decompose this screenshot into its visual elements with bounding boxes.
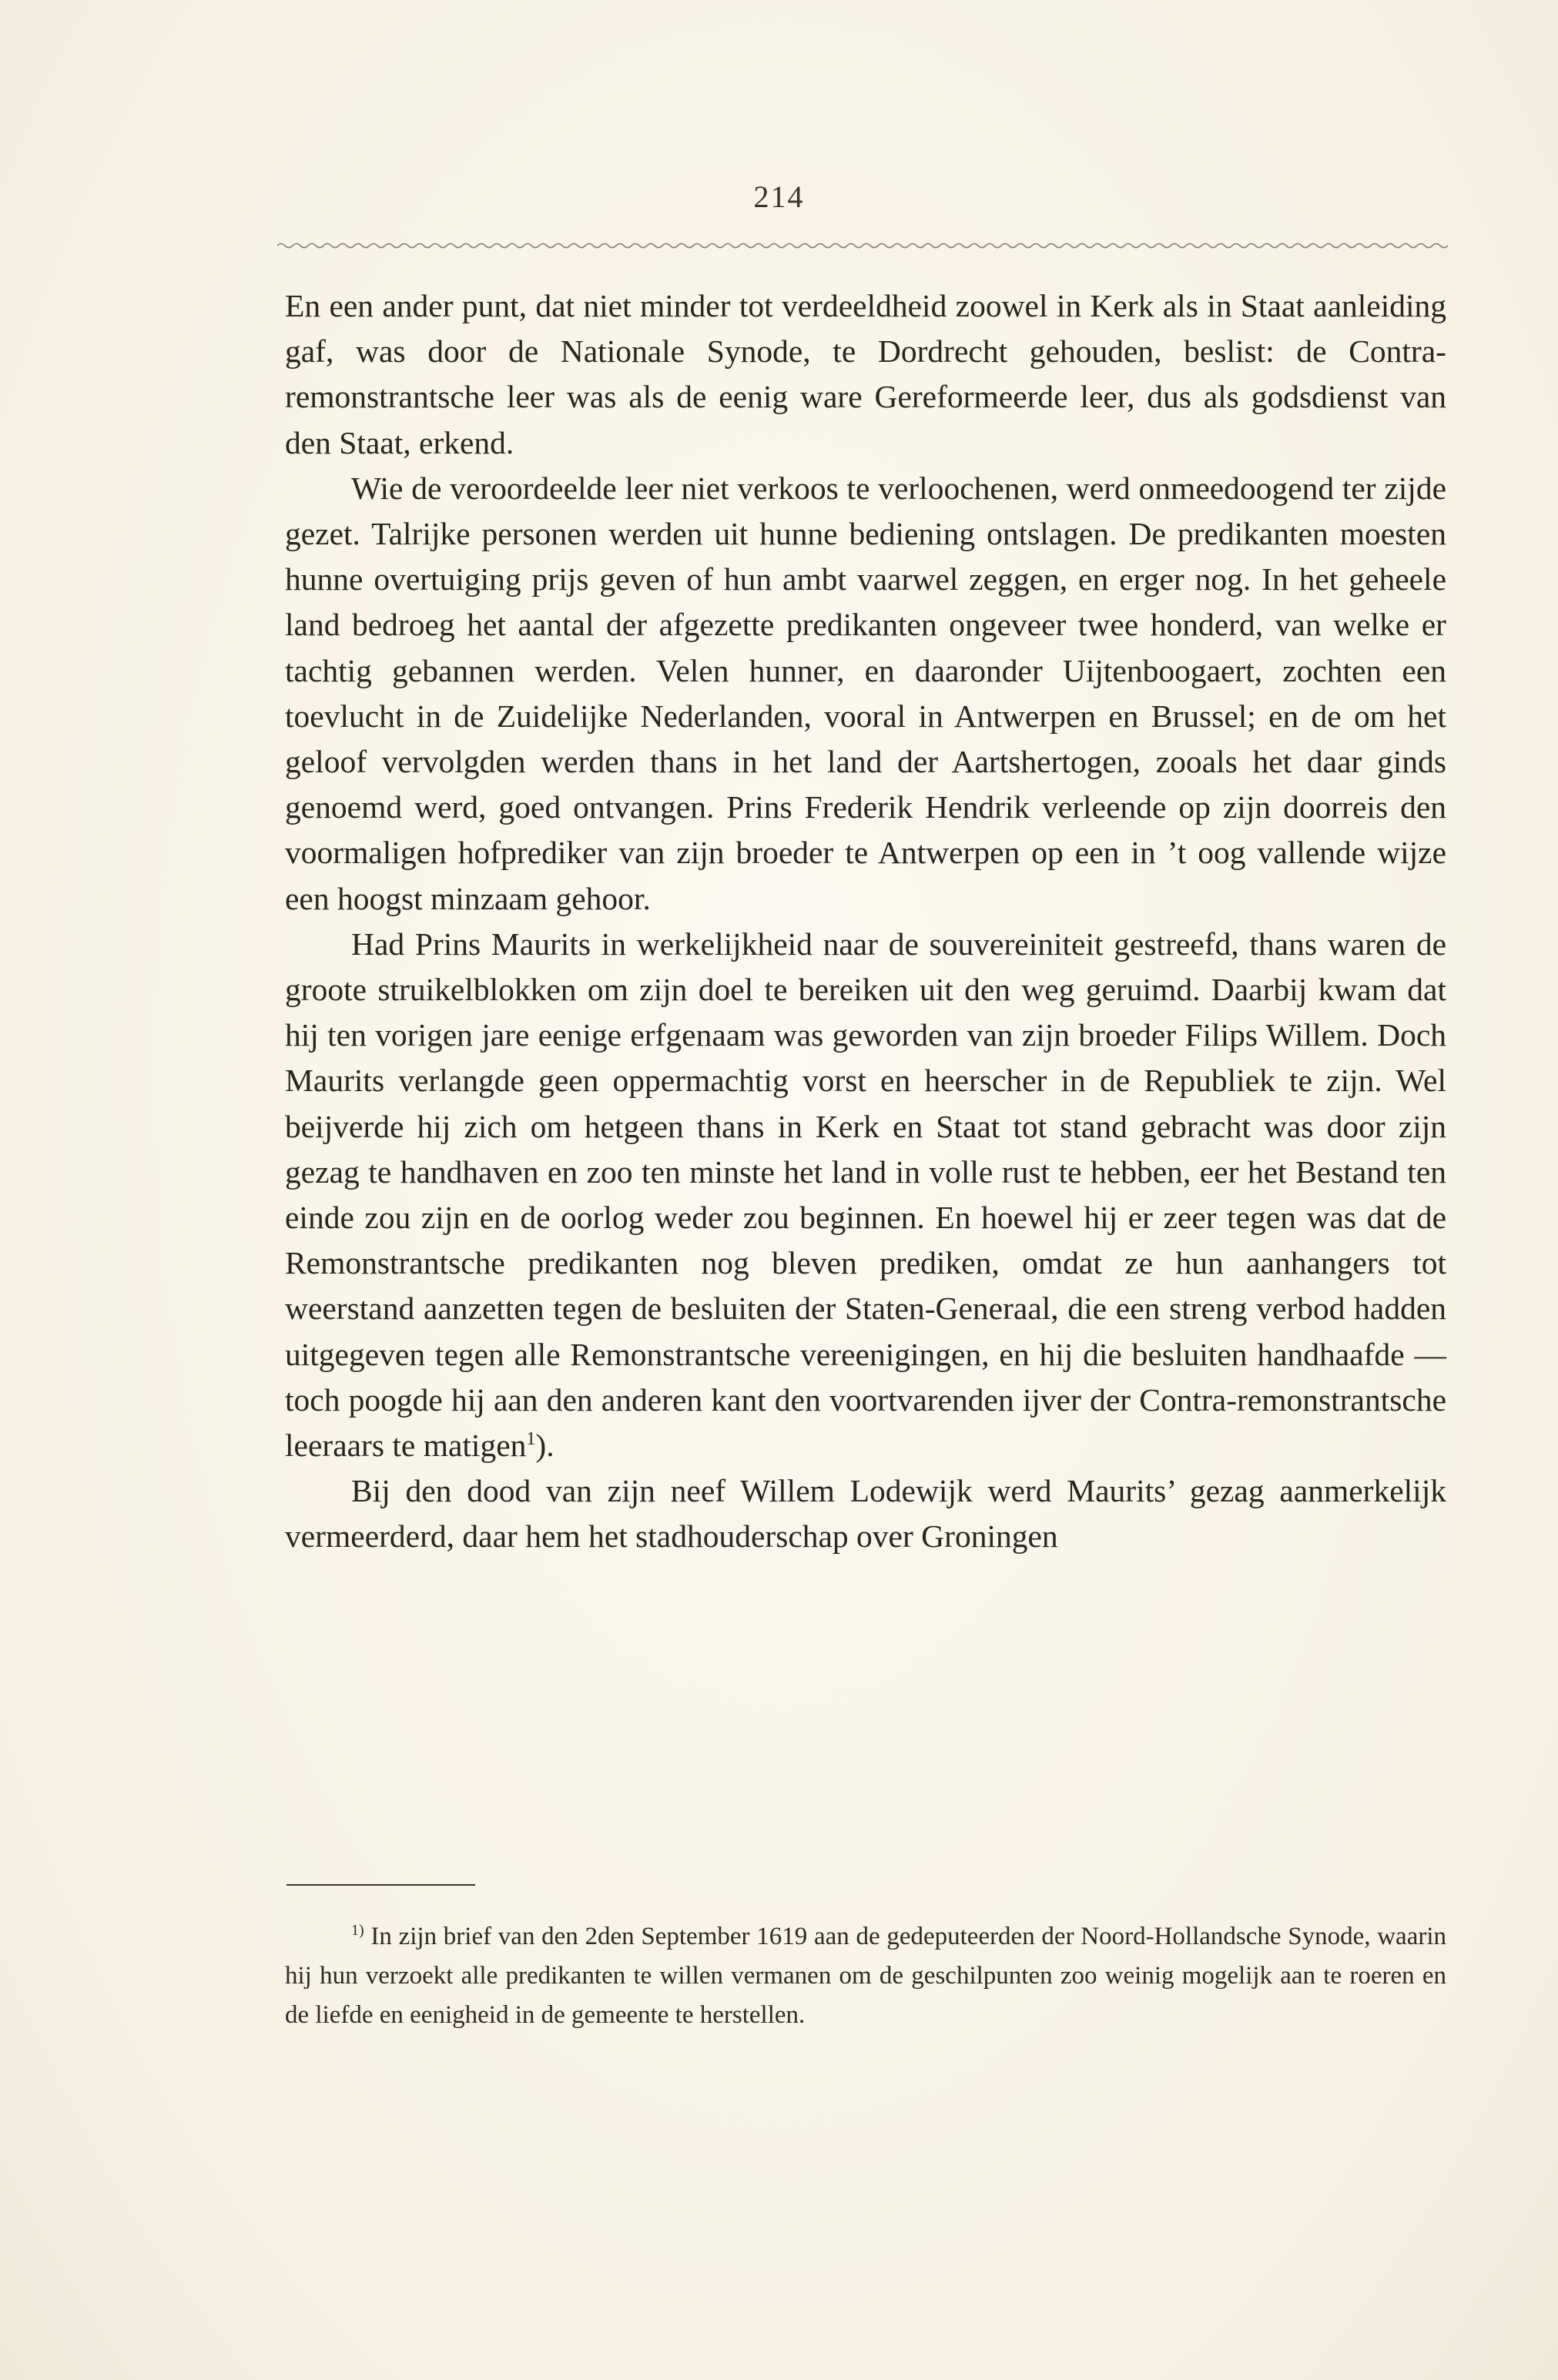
footnote-text: In zijn brief van den 2den September 1619 aan de gedeputeerden der Noord-Hollandsche Synode, waarin hij hun verzoekt alle predikanten te willen vermanen om de geschilpunten zoo weinig mogelijk aan te roeren en de liefde en eenigheid in de gemeente te herstellen. bbox=[285, 1923, 1446, 2029]
footnote-marker-paren: ) bbox=[359, 1922, 364, 1939]
body-text bbox=[285, 283, 1446, 1560]
paragraph-1: En een ander punt, dat niet minder tot verdeeldheid zoowel in Kerk als in Staat aanleiding gaf, was door de Nationale Synode, te Dordrecht gehouden, beslist: de Contra-remonstrantsche leer was als de eenig ware Gereformeerde leer, dus als godsdienst van den Staat, erkend. bbox=[285, 288, 1446, 460]
paragraph-3-end: ). bbox=[535, 1428, 555, 1464]
header-wavy-rule bbox=[277, 240, 1448, 251]
paragraph-2: Wie de veroordeelde leer niet verkoos te verloochenen, werd onmeedoogend ter zijde gezet. Talrijke personen werden uit hunne bediening ontslagen. De predikanten moesten hunne overtuiging prijs geven of hun ambt vaarwel zeggen, en erger nog. In het geheele land bedroeg het aantal der afgezette predikanten ongeveer twee honderd, van welke er tachtig gebannen werden. Velen hunner, en daaronder Uijtenboogaert, zochten een toevlucht in de Zuidelijke Nederlanden, vooral in Antwerpen en Brussel; en de om het geloof vervolgden werden thans in het land der Aartshertogen, zooals het daar ginds genoemd werd, goed ontvangen. Prins Frederik Hendrik verleende op zijn doorreis den voormaligen hofprediker van zijn broeder te Antwerpen op een in ’t oog vallende wijze een hoogst minzaam gehoor. bbox=[285, 470, 1446, 916]
footnote-reference: 1 bbox=[526, 1429, 536, 1450]
page-number: 214 bbox=[753, 179, 805, 214]
paragraph-3-text: Had Prins Maurits in werkelijkheid naar de souvereiniteit gestreefd, thans waren de groote struikelblokken om zijn doel te bereiken uit den weg geruimd. Daarbij kwam dat hij ten vorigen jare eenige erfgenaam was geworden van zijn broeder Filips Willem. Doch Maurits verlangde geen oppermachtig vorst en heerscher in de Republiek te zijn. Wel beijverde hij zich om hetgeen thans in Kerk en Staat tot stand gebracht was door zijn gezag te handhaven en zoo ten minste het land in volle rust te hebben, eer het Bestand ten einde zou zijn en de oorlog weder zou beginnen. En hoewel hij er zeer tegen was dat de Remonstrantsche predikanten nog bleven prediken, omdat ze hun aanhangers tot weerstand aanzetten tegen de besluiten der Staten-Generaal, die een streng verbod hadden uitgegeven tegen alle Remonstrantsche vereenigingen, en hij die besluiten handhaafde — toch poogde hij aan den anderen kant den voortvarenden ijver der Contra-remonstrantsche leeraars te matigen bbox=[285, 926, 1446, 1464]
footnote bbox=[285, 1917, 1446, 2035]
footnote-separator bbox=[286, 1884, 475, 1886]
paragraph-4: Bij den dood van zijn neef Willem Lodewijk werd Maurits’ gezag aanmerkelijk vermeerderd, daar hem het stadhouderschap over Groningen bbox=[285, 1473, 1446, 1555]
footnote-marker: 1 bbox=[351, 1922, 359, 1939]
paragraph-3 bbox=[285, 922, 1446, 1468]
